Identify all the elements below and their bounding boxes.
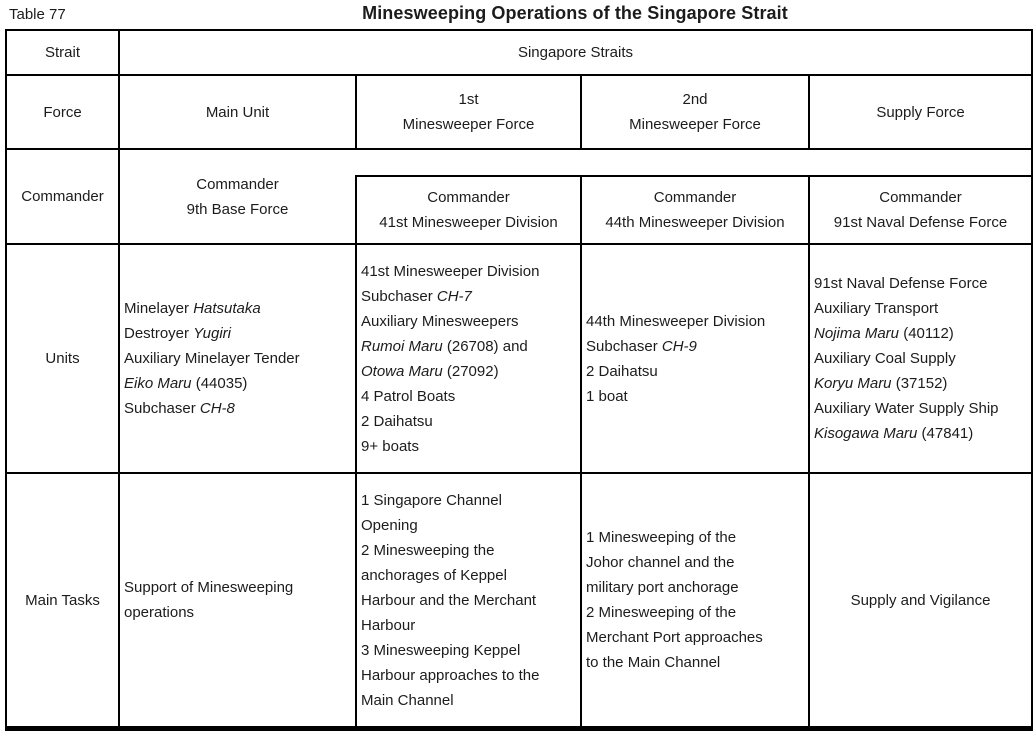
units-row [7, 245, 1031, 474]
commander-row [7, 150, 1031, 245]
page-title: Minesweeping Operations of the Singapore Strait [362, 3, 788, 23]
main-tasks-second-minesweeper-cell: 1 Minesweeping of the Johor channel and the military port anchorage 2 Minesweeping of the Merchant Port approaches to the Main Channel [580, 474, 808, 726]
units-second-minesweeper-cell: 44th Minesweeper Division Subchaser CH-9 2 Daihatsu 1 boat [580, 245, 808, 472]
main-tasks-first-minesweeper-cell: 1 Singapore Channel Opening 2 Minesweeping the anchorages of Keppel Harbour and the Merchant Harbour 3 Minesweeping Keppel Harbour approaches to the Main Channel [355, 474, 580, 726]
commander-supply-cell: Commander 91st Naval Defense Force [808, 177, 1031, 243]
main-tasks-supply-cell: Supply and Vigilance [808, 474, 1031, 726]
force-second-minesweeper-cell: 2nd Minesweeper Force [580, 76, 808, 148]
force-supply-cell: Supply Force [808, 76, 1031, 148]
units-supply-cell: 91st Naval Defense Force Auxiliary Transport Nojima Maru (40112) Auxiliary Coal Supply Koryu Maru (37152) Auxiliary Water Supply Ship Kisogawa Maru (47841) [808, 245, 1031, 472]
main-tasks-row-header: Main Tasks [25, 591, 100, 609]
units-first-minesweeper-cell: 41st Minesweeper Division Subchaser CH-7 Auxiliary Minesweepers Rumoi Maru (26708) and Otowa Maru (27092) 4 Patrol Boats 2 Daihatsu 9+ boats [355, 245, 580, 472]
strait-row [7, 31, 1031, 76]
commander-span-cell [118, 150, 1031, 243]
commander-subordinate-box [355, 175, 1031, 243]
units-row-header: Units [45, 350, 80, 367]
commander-row-header: Commander [21, 188, 104, 205]
main-tasks-row [7, 474, 1031, 726]
main-tasks-main-unit-cell: Support of Minesweeping operations [118, 474, 355, 726]
units-main-unit-cell: Minelayer Hatsutaka Destroyer Yugiri Auxiliary Minelayer Tender Eiko Maru (44035) Subchaser CH-8 [118, 245, 355, 472]
commander-first-minesweeper-cell: Commander 41st Minesweeper Division [379, 189, 558, 231]
force-row [7, 76, 1031, 150]
strait-row-header: Strait [44, 44, 80, 61]
commander-main-unit-cell: Commander 9th Base Force [186, 175, 289, 218]
table-number-label: Table 77 [9, 6, 66, 23]
force-main-unit-cell: Main Unit [118, 76, 355, 148]
operations-table [5, 29, 1033, 731]
commander-second-minesweeper-cell: Commander 44th Minesweeper Division [580, 177, 808, 243]
strait-value-cell: Singapore Straits [118, 31, 1031, 74]
force-first-minesweeper-cell: 1st Minesweeper Force [355, 76, 580, 148]
force-row-header: Force [43, 103, 82, 121]
